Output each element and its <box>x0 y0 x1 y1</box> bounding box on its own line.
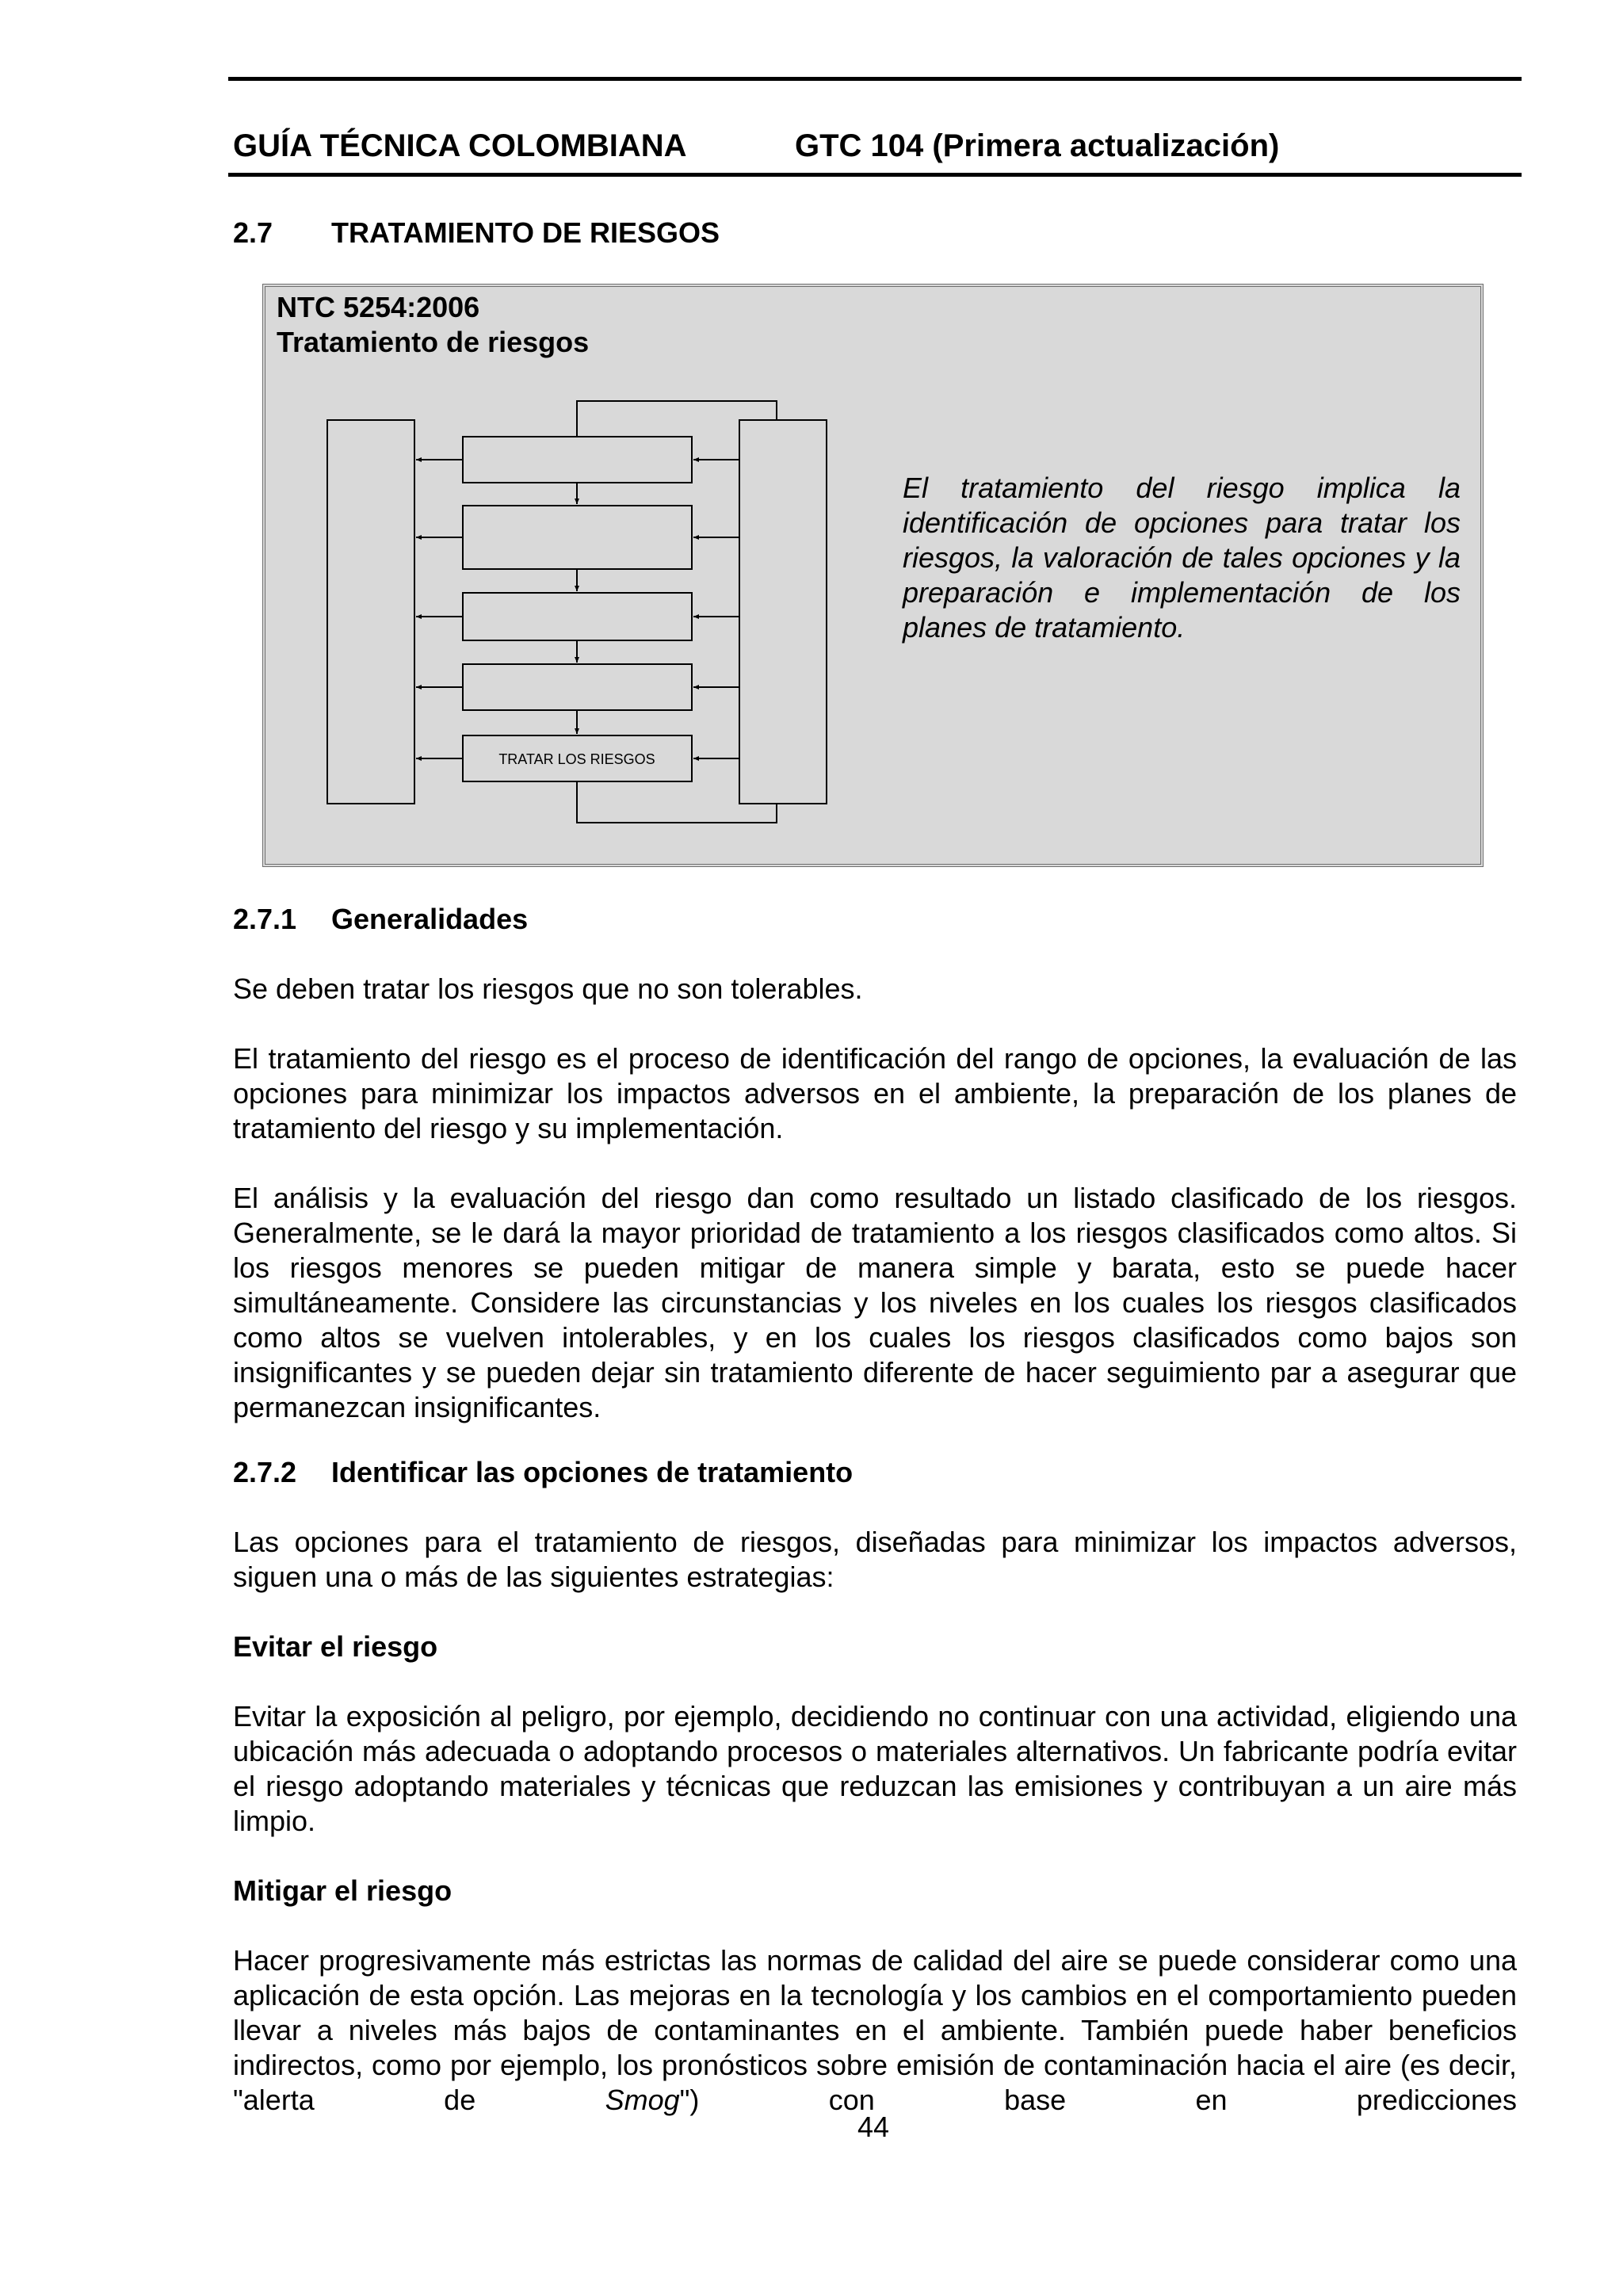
header-document-code: GTC 104 (Primera actualización) <box>795 128 1280 163</box>
header-bottom-rule <box>228 173 1522 177</box>
diagram-treat-label: TRATAR LOS RIESGOS <box>498 751 655 767</box>
paragraph: El análisis y la evaluación del riesgo dan como resultado un listado clasificado de los riesgos. Generalmente, se le dará la mayor prioridad de tratamiento a los riesgos clasificados como altos. Si los riesgos menores se pueden mitigar de manera simple y barata, esto se puede hacer simultáneamente. Considere las circunstancias y los niveles en los cuales los riesgos clasificados como altos se vuelven intolerables, y en los cuales los riesgos clasificados como bajos son insignificantes y se pueden dejar sin tratamiento diferente de hacer seguimiento par a asegurar que permanezcan insignificantes. <box>233 1182 1517 1423</box>
diagram-left-box <box>327 420 414 804</box>
diagram-step-2 <box>463 506 692 569</box>
paragraph-text: ") con base en predicciones <box>679 2084 1517 2116</box>
figure-risk-treatment <box>262 284 1484 867</box>
header-title: GUÍA TÉCNICA COLOMBIANA <box>233 128 687 163</box>
section-title: TRATAMIENTO DE RIESGOS <box>331 216 720 249</box>
strategy-heading: Evitar el riesgo <box>233 1630 438 1663</box>
paragraph: Las opciones para el tratamiento de riesgos, diseñadas para minimizar los impactos adversos, siguen una o más de las siguientes estrategias: <box>233 1526 1517 1593</box>
header-top-rule <box>228 77 1522 81</box>
figure-description: El tratamiento del riesgo implica la identificación de opciones para tratar los riesgos, la valoración de tales opciones y la preparación e implementación de los planes de tratamiento. <box>903 472 1461 644</box>
figure-reference: NTC 5254:2006 <box>277 291 480 323</box>
subsection-2-title: Identificar las opciones de tratamiento <box>331 1456 854 1488</box>
paragraph-text: Hacer progresivamente más estrictas las normas de calidad del aire se puede considerar como una aplicación de esta opción. Las mejoras en la tecnología y los cambios en el comportamiento pueden llevar a niveles más bajos de contaminantes en el ambiente. También puede haber beneficios indirectos, como por ejemplo, los pronósticos sobre emisión de contaminación hacia el aire (es decir, "alerta de <box>233 1944 1517 2116</box>
diagram-right-box <box>739 420 827 804</box>
page-number: 44 <box>857 2111 890 2143</box>
subsection-2-number: 2.7.2 <box>233 1456 297 1488</box>
paragraph: El tratamiento del riesgo es el proceso de identificación del rango de opciones, la evaluación de las opciones para minimizar los impactos adversos en el ambiente, la preparación de los planes de tratamiento del riesgo y su implementación. <box>233 1042 1517 1144</box>
subsection-1-title: Generalidades <box>331 903 529 935</box>
diagram-step-1 <box>463 437 692 483</box>
paragraph: Se deben tratar los riesgos que no son tolerables. <box>233 972 863 1005</box>
subsection-1-number: 2.7.1 <box>233 903 297 935</box>
figure-subtitle: Tratamiento de riesgos <box>277 326 590 358</box>
section-number: 2.7 <box>233 216 273 249</box>
strategy-heading: Mitigar el riesgo <box>233 1874 453 1907</box>
paragraph-italic: Smog <box>605 2084 680 2116</box>
diagram-step-3 <box>463 593 692 640</box>
diagram-step-4 <box>463 664 692 710</box>
paragraph <box>233 1943 1517 2118</box>
paragraph: Evitar la exposición al peligro, por ejemplo, decidiendo no continuar con una actividad, eligiendo una ubicación más adecuada o adoptando procesos o materiales alternativos. Un fabricante podría evitar el riesgo adoptando materiales y técnicas que reduzcan las emisiones y contribuyan a un aire más limpio. <box>233 1700 1517 1837</box>
